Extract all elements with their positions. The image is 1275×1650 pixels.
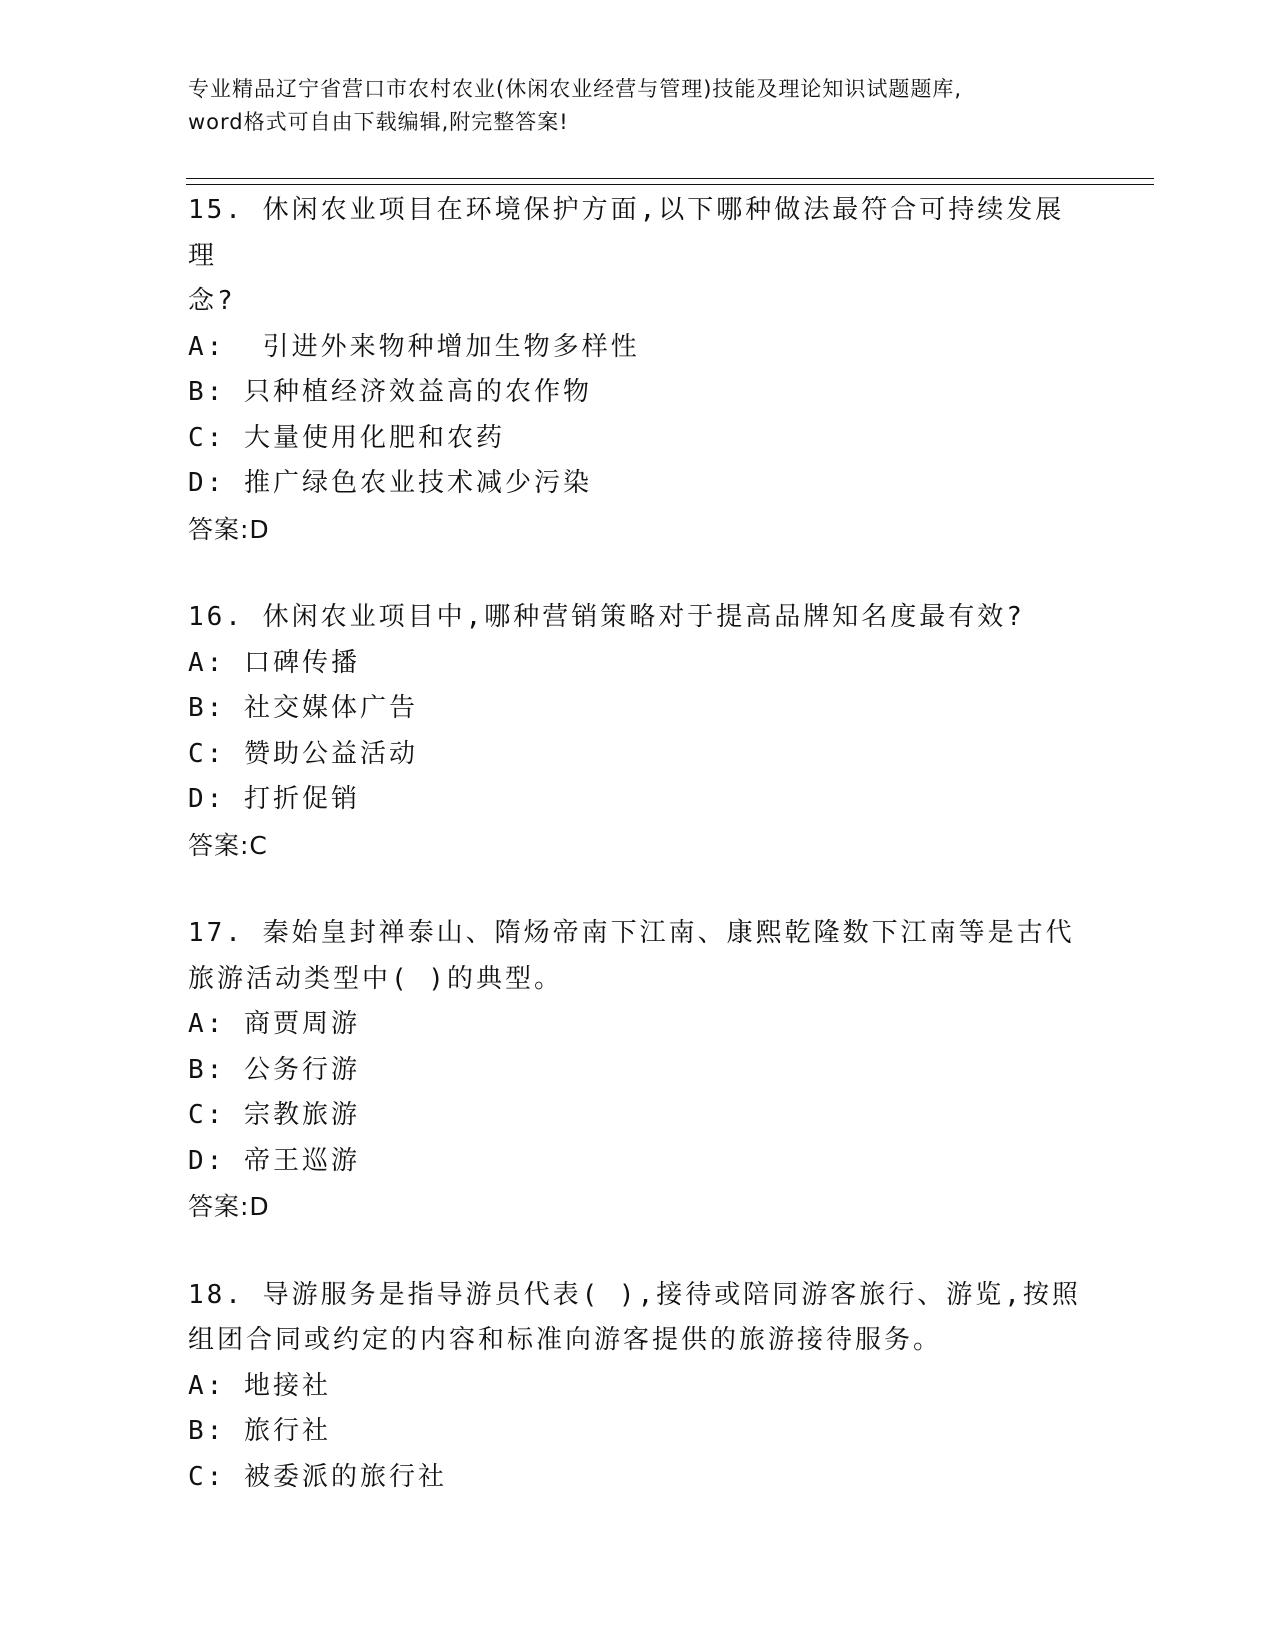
question-18 — [188, 1273, 1088, 1501]
option-c: C: 大量使用化肥和农药 — [188, 422, 505, 453]
question-list — [188, 188, 1088, 1500]
document-header — [188, 73, 1088, 139]
question-stem: 17. 秦始皇封禅泰山、隋炀帝南下江南、康熙乾隆数下江南等是古代 — [188, 918, 1075, 948]
option-d: D: 打折促销 — [188, 784, 360, 814]
answer-label: 答案:D — [188, 1192, 270, 1221]
question-stem-continued: 组团合同或约定的内容和标准向游客提供的旅游接待服务。 — [188, 1325, 943, 1355]
option-b: B: 只种植经济效益高的农作物 — [188, 377, 592, 407]
header-divider-bottom — [186, 184, 1154, 185]
question-16 — [188, 595, 1088, 868]
option-b: B: 社交媒体广告 — [188, 693, 418, 723]
option-c: C: 宗教旅游 — [188, 1100, 360, 1130]
question-stem: 16. 休闲农业项目中,哪种营销策略对于提高品牌知名度最有效? — [188, 602, 1025, 632]
option-a: A: 引进外来物种增加生物多样性 — [188, 331, 640, 362]
option-a: A: 口碑传播 — [188, 647, 360, 678]
answer-label: 答案:C — [188, 830, 268, 860]
option-c: C: 被委派的旅行社 — [188, 1461, 447, 1492]
question-stem-continued: 旅游活动类型中( )的典型。 — [188, 963, 563, 994]
header-divider-top — [186, 178, 1154, 179]
question-stem-continued: 念? — [188, 286, 236, 316]
question-spacer — [188, 868, 1088, 911]
option-b: B: 公务行游 — [188, 1054, 360, 1085]
question-stem: 15. 休闲农业项目在环境保护方面,以下哪种做法最符合可持续发展理 — [188, 195, 1065, 271]
option-d: D: 推广绿色农业技术减少污染 — [188, 468, 592, 498]
answer-label: 答案:D — [188, 514, 270, 544]
option-a: A: 商贾周游 — [188, 1009, 360, 1039]
option-b: B: 旅行社 — [188, 1416, 331, 1446]
question-17 — [188, 911, 1088, 1230]
question-stem: 18. 导游服务是指导游员代表( ),接待或陪同游客旅行、游览,按照 — [188, 1279, 1081, 1310]
option-a: A: 地接社 — [188, 1370, 331, 1401]
question-spacer — [188, 552, 1088, 595]
option-d: D: 帝王巡游 — [188, 1145, 360, 1176]
header-line-2: word格式可自由下载编辑,附完整答案! — [188, 110, 569, 134]
option-c: C: 赞助公益活动 — [188, 738, 418, 769]
question-15 — [188, 188, 1088, 552]
question-spacer — [188, 1230, 1088, 1273]
header-line-1: 专业精品辽宁省营口市农村农业(休闲农业经营与管理)技能及理论知识试题题库, — [188, 77, 963, 101]
